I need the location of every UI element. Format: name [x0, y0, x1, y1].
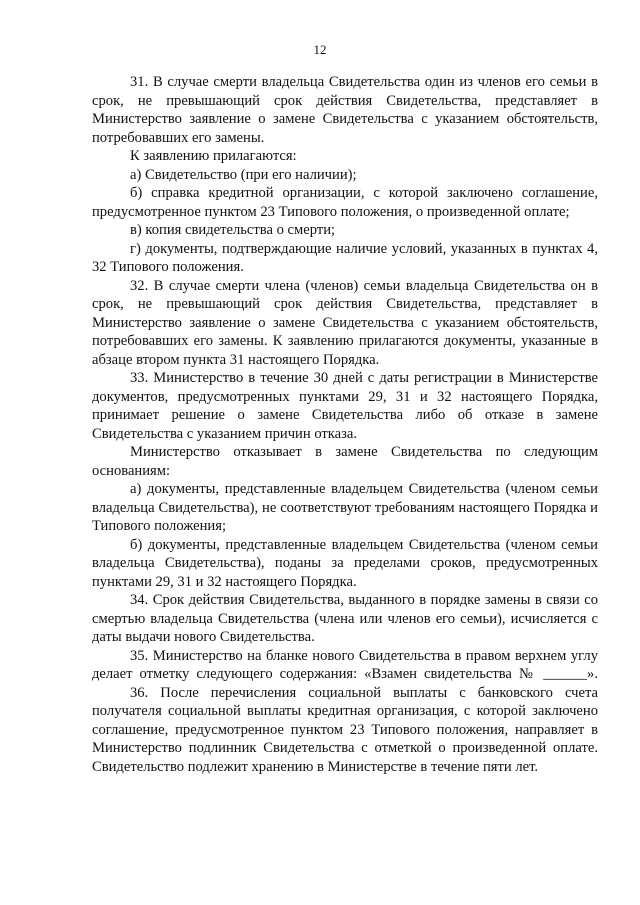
list-item-b: б) справка кредитной организации, с которой заключено соглашение, предусмотренное пунктом 23 Типового положения, о произведенной оплате; [92, 185, 598, 220]
paragraph-refusal-grounds: Министерство отказывает в замене Свидетельства по следующим основаниям: [92, 444, 598, 479]
paragraph-31: 31. В случае смерти владельца Свидетельства один из членов его семьи в срок, не превышающий срок действия Свидетельства, представляет в Министерство заявление о замене Свидетельства с указанием обстоятельств, потребовавших его замены. [92, 74, 598, 146]
refusal-item-b: б) документы, представленные владельцем Свидетельства (членом семьи владельца Свидетельства), поданы за пределами сроков, предусмотренных пунктами 29, 31 и 32 настоящего Порядка. [92, 536, 598, 590]
list-item-v: в) копия свидетельства о смерти; [130, 222, 336, 238]
page-number: 12 [313, 42, 327, 57]
refusal-item-a: а) документы, представленные владельцем Свидетельства (членом семьи владельца Свидетельства), не соответствуют требованиям настоящего Порядка и Типового положения; [92, 481, 598, 534]
paragraph-32: 32. В случае смерти члена (членов) семьи владельца Свидетельства он в срок, не превышающий срок действия Свидетельства, представляет в Министерство заявление о замене Свидетельства с указанием обстоятельств, потребовавших его замены. К заявлению прилагаются документы, указанные в абзаце втором пункта 31 настоящего Порядка. [92, 277, 598, 368]
paragraph-33: 33. Министерство в течение 30 дней с даты регистрации в Министерстве документов, предусмотренных пунктами 29, 31 и 32 настоящего Порядка, принимает решение о замене Свидетельства либо об отказе в замене Свидетельства с указанием причин отказа. [92, 370, 598, 442]
paragraph-attachments-intro: К заявлению прилагаются: [130, 148, 297, 164]
document-body [92, 73, 598, 776]
paragraph-36: 36. После перечисления социальной выплаты с банковского счета получателя социальной выплаты кредитная организация, с которой заключено соглашение, предусмотренное пунктом 23 Типового положения, направляет в Министерство подлинник Свидетельства с отметкой о произведенной оплате. Свидетельство подлежит хранению в Министерстве в течение пяти лет. [92, 684, 598, 775]
list-item-g: г) документы, подтверждающие наличие условий, указанных в пунктах 4, 32 Типового положения. [92, 240, 598, 275]
paragraph-34: 34. Срок действия Свидетельства, выданного в порядке замены в связи со смертью владельца Свидетельства (члена или членов его семьи), исчисляется с даты выдачи нового Свидетельства. [92, 592, 598, 645]
paragraph-35: 35. Министерство на бланке нового Свидетельства в правом верхнем углу делает отметку следующего содержания: «Взамен свидетельства № ______». [92, 647, 598, 682]
list-item-a: а) Свидетельство (при его наличии); [130, 166, 357, 183]
